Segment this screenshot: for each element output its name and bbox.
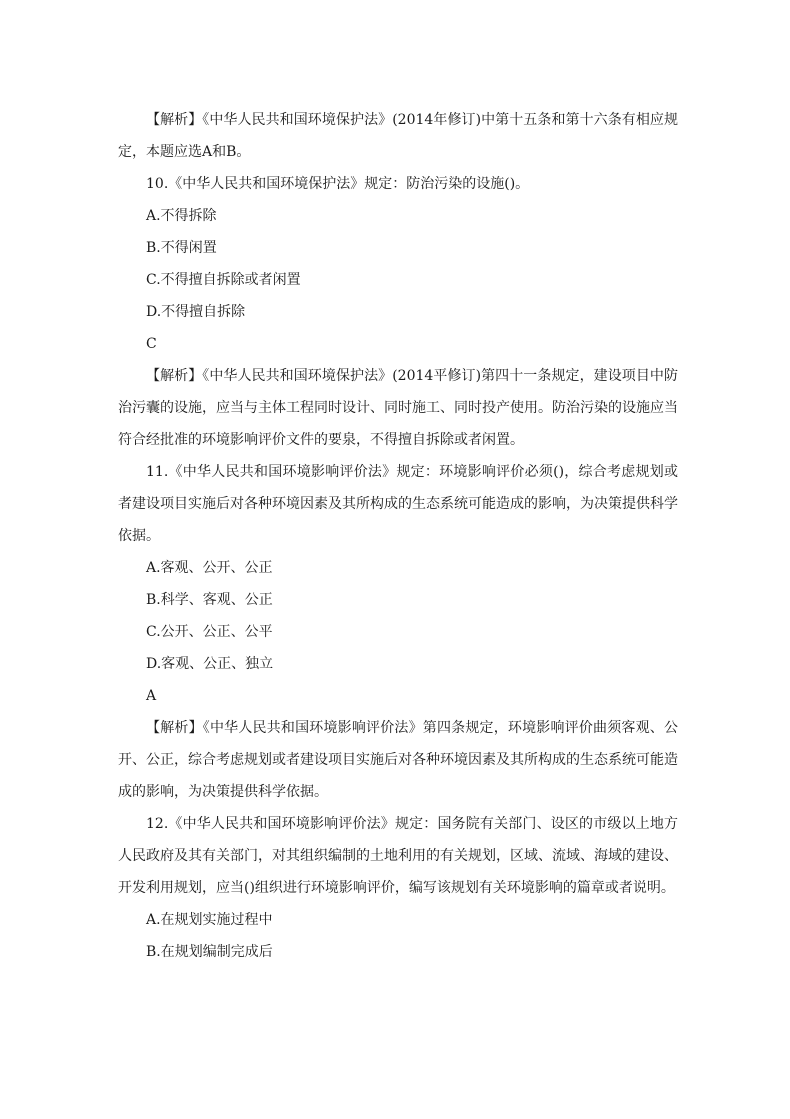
q10-option-b: B.不得闲置 <box>146 240 217 256</box>
q10-option-d: D.不得擅自拆除 <box>146 304 246 320</box>
q10-option-c: C.不得擅自拆除或者闲置 <box>146 272 301 288</box>
question-11: 11.《中华人民共和国环境影响评价法》规定：环境影响评价必须()，综合考虑规划或者建设项目实施后对各种环境因素及其所构成的生态系统可能造成的影响，为决策提供科学依据。 <box>118 464 678 544</box>
q11-answer: A <box>146 688 157 704</box>
question-12: 12.《中华人民共和国环境影响评价法》规定：国务院有关部门、设区的市级以上地方人民政府及其有关部门，对其组织编制的土地利用的有关规划，区域、流域、海域的建设、开发利用规划，应当()组织进行环境影响评价，编写该规划有关环境影响的篇章或者说明。 <box>118 816 678 896</box>
q12-option-b: B.在规划编制完成后 <box>146 944 273 960</box>
explanation-9: 【解析】《中华人民共和国环境保护法》(2014年修订)中第十五条和第十六条有相应规定，本题应选A和B。 <box>118 112 678 160</box>
q11-option-b: B.科学、客观、公正 <box>146 592 273 608</box>
q11-option-c: C.公开、公正、公平 <box>146 624 273 640</box>
document-body <box>118 104 678 968</box>
question-10: 10.《中华人民共和国环境保护法》规定：防治污染的设施()。 <box>146 176 530 192</box>
q11-option-d: D.客观、公正、独立 <box>146 656 274 672</box>
q12-option-a: A.在规划实施过程中 <box>146 912 273 928</box>
q10-option-a: A.不得拆除 <box>146 208 217 224</box>
explanation-11: 【解析】《中华人民共和国环境影响评价法》第四条规定，环境影响评价曲须客观、公开、公正，综合考虑规划或者建设项目实施后对各种环境因素及其所构成的生态系统可能造成的影响，为决策提供科学依据。 <box>118 720 678 800</box>
q10-answer: C <box>146 336 157 352</box>
explanation-10: 【解析】《中华人民共和国环境保护法》(2014平修订)第四十一条规定，建设项目中防治污囊的设施，应当与主体工程同时设计、同时施工、同时投产使用。防治污染的设施应当符合经批准的环境影响评价文件的要泉，不得擅自拆除或者闲置。 <box>118 368 678 448</box>
q11-option-a: A.客观、公开、公正 <box>146 560 273 576</box>
